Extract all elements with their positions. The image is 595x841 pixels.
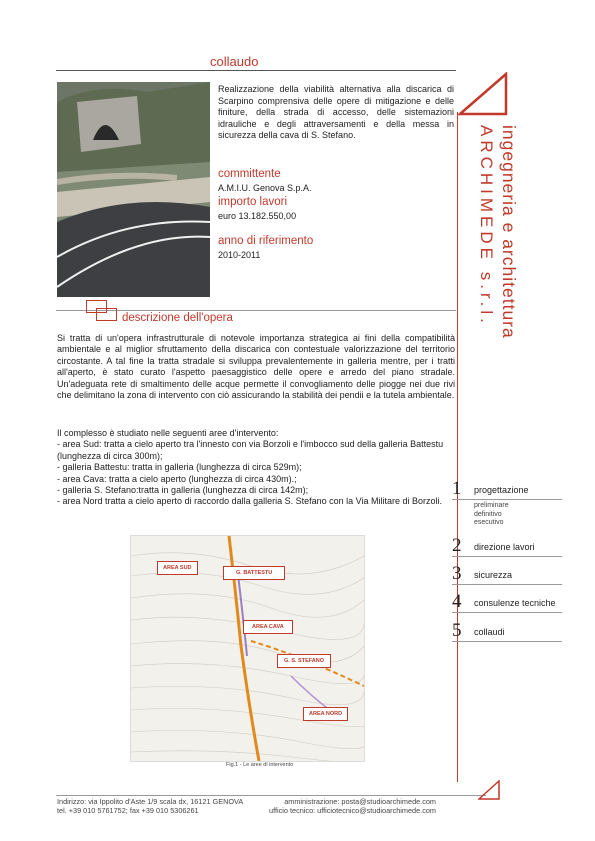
menu-divider — [452, 612, 562, 613]
menu-number: 5 — [452, 620, 462, 641]
project-intro: Realizzazione della viabilità alternativa alla discarica di Scarpino comprensiva delle opere di mitigazione e delle finiture, della strada di accesso, delle sistemazioni idrauliche e degli attraversamenti e della messa in sicurezza della cava di S. Stefano. — [218, 84, 454, 141]
footer-logo-icon — [478, 780, 500, 805]
menu-item-3[interactable] — [452, 563, 592, 585]
archimede-logo-icon — [458, 72, 508, 122]
footer-phone: tel. +39 010 5761752; fax +39 010 5306261 — [57, 806, 199, 815]
list-item: - area Nord tratta a cielo aperto di raccordo dalla galleria S. Stefano con la Via Militare di Borzoli. — [57, 496, 443, 507]
menu-item-1[interactable] — [452, 478, 592, 526]
importo-value: euro 13.182.550,00 — [218, 211, 297, 221]
list-item: - galleria S. Stefano:tratta in galleria (lunghezza di circa 142m); — [57, 485, 309, 496]
menu-number: 2 — [452, 535, 462, 556]
brand-tagline: ingegneria e architettura — [499, 125, 519, 339]
menu-divider — [452, 499, 562, 500]
map-label-area-sud: AREA SUD — [157, 561, 198, 575]
map-label-area-cava: AREA CAVA — [243, 620, 293, 634]
section-icon — [86, 300, 120, 327]
anno-label: anno di riferimento — [218, 235, 314, 247]
menu-label-sicurezza: sicurezza — [474, 570, 513, 580]
areas-list-intro: Il complesso è studiato nelle seguenti aree d'intervento: — [57, 428, 279, 438]
anno-value: 2010-2011 — [218, 250, 261, 260]
committente-label: committente — [218, 168, 281, 180]
menu-number: 3 — [452, 563, 462, 584]
menu-item-2[interactable] — [452, 535, 592, 557]
menu-label-progettazione: progettazione — [474, 485, 529, 495]
menu-label-collaudi: collaudi — [474, 627, 505, 637]
menu-divider — [452, 584, 562, 585]
footer-divider — [56, 795, 486, 796]
menu-label-direzione-lavori: direzione lavori — [474, 542, 535, 552]
menu-item-4[interactable] — [452, 591, 592, 613]
list-item: - area Cava: tratta a cielo aperto (lunghezza di circa 430m).; — [57, 473, 297, 484]
menu-sub-item: preliminare — [474, 502, 509, 509]
menu-divider — [452, 641, 562, 642]
map-label-area-nord: AREA NORD — [303, 707, 348, 721]
committente-value: A.M.I.U. Genova S.p.A. — [218, 183, 312, 193]
project-photo — [57, 82, 210, 297]
brand-block — [474, 125, 544, 385]
list-item: - area Sud: tratta a cielo aperto tra l'innesto con via Borzoli e l'imbocco sud della galleria Battestu (lunghezza di circa 300m); — [57, 439, 444, 461]
menu-item-5[interactable] — [452, 620, 592, 642]
menu-divider — [452, 556, 562, 557]
brand-name: ARCHIMEDE s.r.l. — [477, 125, 496, 327]
footer-contacts-right — [266, 797, 436, 815]
map-label-g-stefano: G. S. STEFANO — [277, 654, 331, 668]
map-label-g-battestu: G. BATTESTU — [223, 566, 285, 580]
title-divider — [56, 70, 456, 71]
menu-label-consulenze-tecniche: consulenze tecniche — [474, 598, 556, 608]
map-caption: Fig.1 - Le aree di intervento — [226, 762, 294, 768]
description-paragraph: Si tratta di un'opera infrastrutturale di notevole importanza strategica ai fini della compatibilità ambientale e al miglior sfruttamento della discarica con contestuale valorizzazione del territorio circostante. A tal fine la tratta stradale si sviluppa prevalentemente in galleria mentre, per i tratti all'aperto, è stato curato l'aspetto paesaggistico delle opere e arredo del piano stradale. Un'adeguata rete di smaltimento delle acque permette il convogliamento delle piogge nei due rivi che delimitano la zona di intervento con ciò assicurando la stabilità dei pendii e la tutela ambientale. — [57, 333, 455, 401]
menu-sub-item: definitivo — [474, 510, 502, 518]
footer-contacts-left — [57, 797, 243, 815]
area-map — [130, 535, 365, 762]
list-item: - galleria Battestu: tratta in galleria (lunghezza di circa 529m); — [57, 462, 302, 473]
menu-number: 1 — [452, 478, 462, 499]
footer-tech-email[interactable]: ufficio tecnico: ufficiotecnico@studioarchimede.com — [269, 806, 436, 815]
section-heading: descrizione dell'opera — [122, 312, 233, 324]
areas-list — [57, 428, 455, 508]
brand-vertical-rule — [457, 112, 458, 782]
page-title: collaudo — [210, 54, 259, 69]
footer-address: Indirizzo: via Ippolito d'Aste 1/9 scala dx, 16121 GENOVA — [57, 797, 244, 806]
menu-sub-item: esecutivo — [474, 519, 504, 526]
importo-label: importo lavori — [218, 196, 288, 208]
footer-admin-email[interactable]: amministrazione: posta@studioarchimede.com — [284, 797, 436, 806]
menu-number: 4 — [452, 591, 462, 612]
